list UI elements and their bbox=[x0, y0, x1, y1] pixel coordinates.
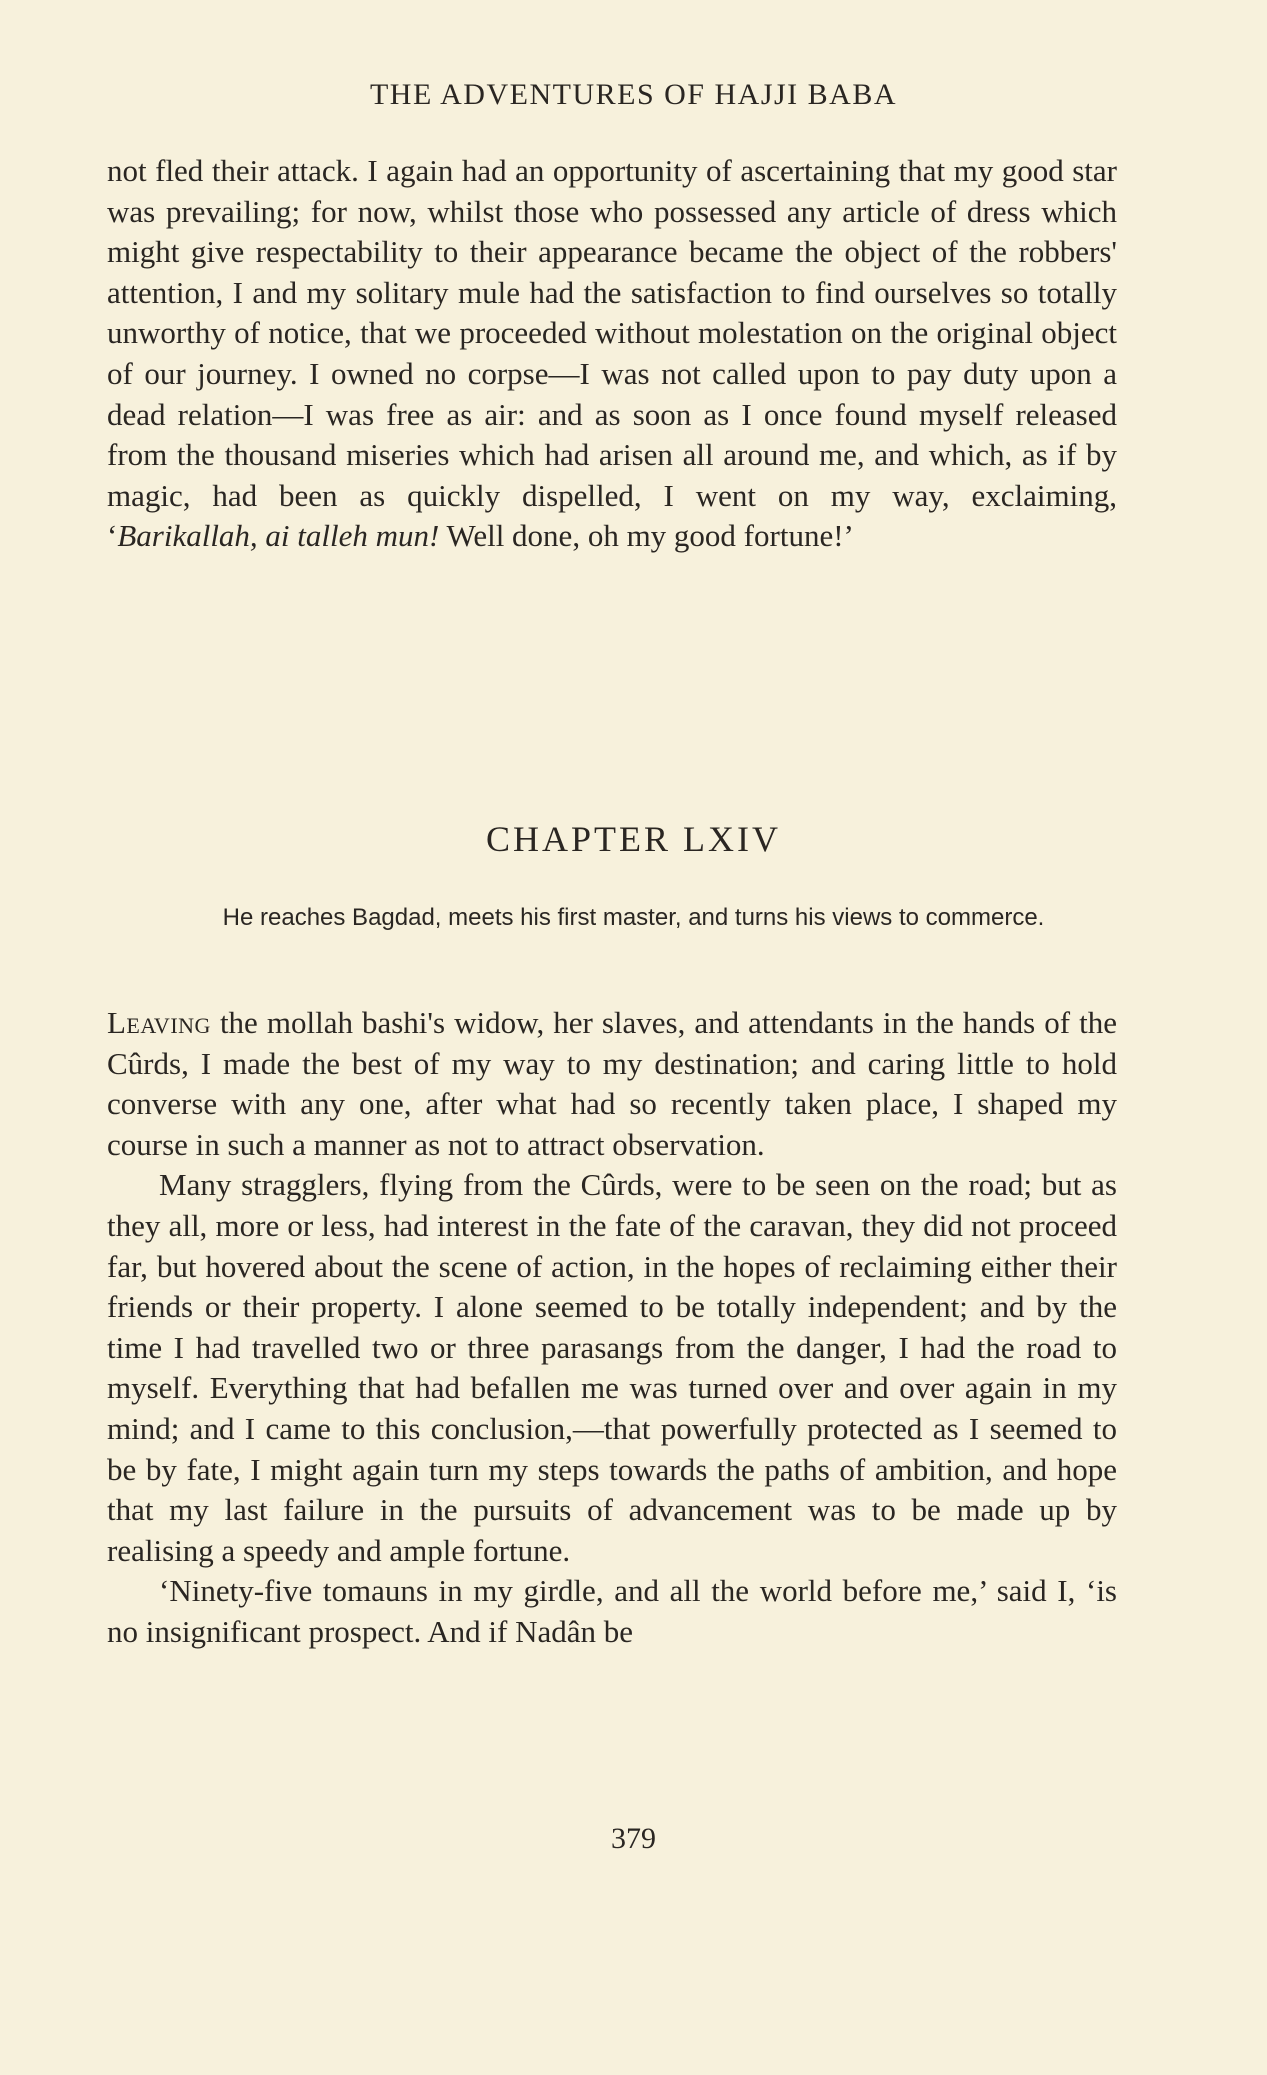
opening-paragraph-text: not fled their attack. I again had an opportunity of ascertaining that my good star was prevailing; for now, whilst those who possessed any article of dress which might give respectability to their appearance became the object of the robbers' attention, I and my solitary mule had the satisfaction to find ourselves so totally unworthy of notice, that we proceeded without molestation on the original object of our journey. I owned no corpse—I was not called upon to pay duty upon a dead relation—I was free as air: and as soon as I once found myself released from the thousand miseries which had arisen all around me, and which, as if by magic, had been as quickly dispelled, I went on my way, exclaiming, ‘ bbox=[107, 153, 1117, 554]
chapter-summary: He reaches Bagdad, meets his first master, and turns his views to commerce. bbox=[222, 904, 1045, 931]
chapter-paragraph: ‘Ninety-five tomauns in my girdle, and all the world before me,’ said I, ‘is no insignificant prospect. And if Nadân be bbox=[107, 1573, 1117, 1649]
running-header: THE ADVENTURES OF HAJJI BABA bbox=[369, 78, 898, 111]
opening-text-block bbox=[107, 151, 1117, 557]
chapter-title: CHAPTER LXIV bbox=[486, 819, 781, 859]
chapter-paragraph-text: the mollah bashi's widow, her slaves, and attendants in the hands of the Cûrds, I made the best of my way to my destination; and caring little to hold converse with any one, after what had so recently taken place, I shaped my course in such a manner as not to attract observation. bbox=[107, 1005, 1117, 1162]
page-number: 379 bbox=[611, 1822, 656, 1855]
opening-paragraph bbox=[107, 151, 1117, 557]
chapter-paragraph: Many stragglers, flying from the Cûrds, were to be seen on the road; but as they all, more or less, had interest in the fate of the caravan, they did not proceed far, but hovered about the scene of action, in the hopes of reclaiming either their friends or their property. I alone seemed to be totally independent; and by the time I had travelled two or three parasangs from the danger, I had the road to myself. Everything that had befallen me was turned over and over again in my mind; and I came to this conclusion,—that powerfully protected as I seemed to be by fate, I might again turn my steps towards the paths of ambition, and hope that my last failure in the pursuits of advancement was to be made up by realising a speedy and ample fortune. bbox=[107, 1167, 1117, 1568]
chapter-lead-word: Leaving bbox=[107, 1005, 211, 1040]
chapter-paragraph bbox=[107, 1003, 1117, 1165]
persian-exclamation: Barikallah, ai talleh mun! bbox=[117, 518, 440, 554]
opening-paragraph-ending: Well done, oh my good fortune!’ bbox=[439, 518, 854, 554]
chapter-body bbox=[107, 1003, 1117, 1653]
